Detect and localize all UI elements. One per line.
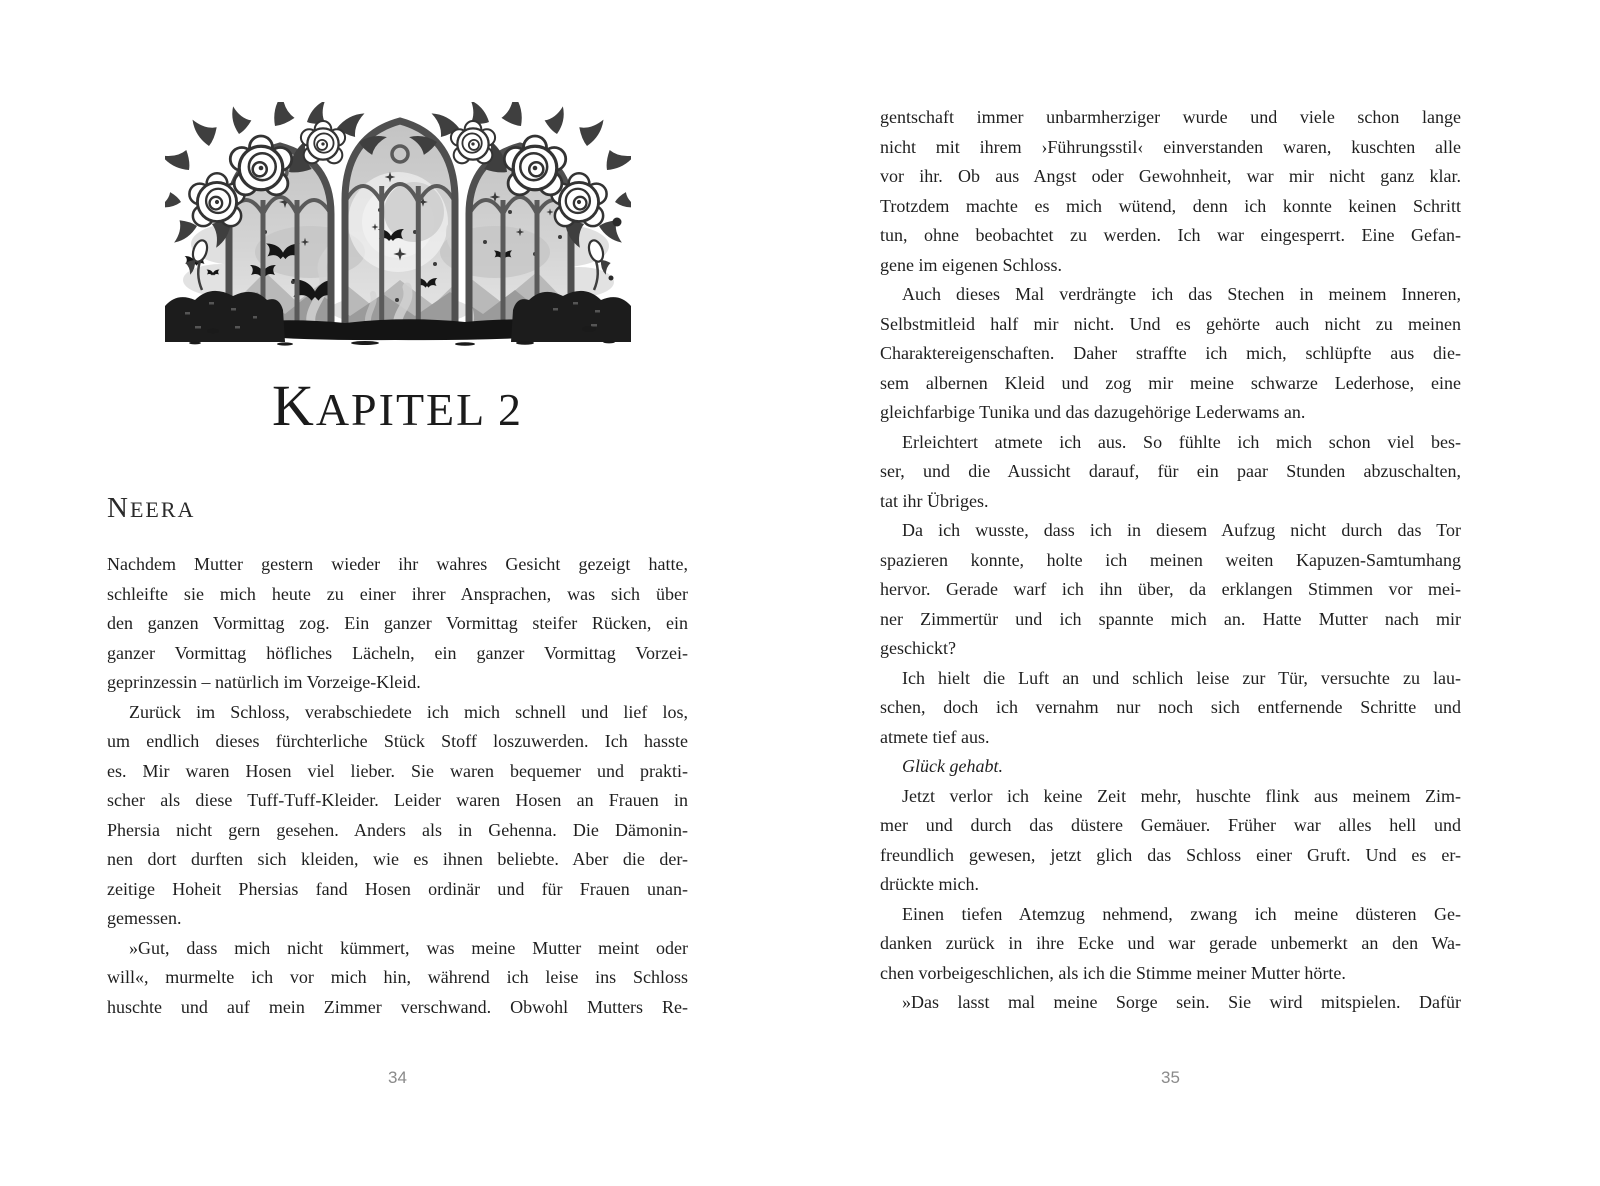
text-line: sem albernen Kleid und zog mir meine schwarze Lederhose, eine	[880, 372, 1461, 393]
text-line: Jetzt verlor ich keine Zeit mehr, huschte flink aus meinem Zim-	[902, 785, 1461, 806]
paragraph	[880, 752, 1461, 782]
right-page-body-text	[880, 103, 1461, 1018]
paragraph	[880, 900, 1461, 989]
text-line: gemessen.	[107, 908, 182, 928]
text-line: will«, murmelte ich vor mich hin, während ich leise ins Schloss	[107, 967, 688, 987]
ink-dot	[608, 276, 613, 281]
text-line: »Gut, dass mich nicht kümmert, was meine Mutter meint oder	[129, 937, 688, 958]
text-line: hervor. Gerade warf ich ihn über, da erklangen Stimmen vor mei-	[880, 579, 1461, 599]
text-line: Trotzdem machte es mich wütend, denn ich konnte keinen Schritt	[880, 195, 1461, 216]
text-line: geschickt?	[880, 638, 956, 658]
text-line: schen, doch ich vernahm nur noch sich entfernende Schritte und	[880, 697, 1461, 717]
paragraph	[880, 988, 1461, 1018]
ink-dot	[612, 218, 621, 227]
text-line: Einen tiefen Atemzug nehmend, zwang ich meine düsteren Ge-	[902, 903, 1461, 924]
text-line: mer und durch das düstere Gemäuer. Früher war alles hell und	[880, 815, 1461, 835]
text-line: gleichfarbige Tunika und das dazugehörige Lederwams an.	[880, 402, 1306, 422]
text-line: Ich hielt die Luft an und schlich leise zur Tür, versuchte zu lau-	[902, 667, 1461, 688]
chapter-heading: KAPITEL 2	[271, 373, 524, 438]
pov-name-heading: NEERA	[107, 492, 196, 524]
text-line: tat ihr Übriges.	[880, 490, 989, 511]
text-line: um endlich dieses fürchterliche Stück Stoff loszuwerden. Ich hasste	[107, 731, 688, 751]
text-line: zeitige Hoheit Phersias fand Hosen ordinär und für Frauen unan-	[107, 878, 688, 899]
text-line: ganzer Vormittag höfliches Lächeln, ein ganzer Vormittag Vorzei-	[107, 642, 688, 663]
text-line: Charaktereigenschaften. Daher straffte ich mich, schlüpfte aus die-	[880, 343, 1461, 363]
text-line: chen vorbeigeschlichen, als ich die Stimme meiner Mutter hörte.	[880, 962, 1346, 983]
text-line: danken zurück in ihre Ecke und war gerade unbemerkt an den Wa-	[880, 933, 1461, 953]
left-page-body-text	[107, 550, 688, 1022]
text-line: den ganzen Vormittag zog. Ein ganzer Vormittag steifer Rücken, ein	[107, 613, 688, 633]
text-line: atmete tief aus.	[880, 726, 990, 747]
paragraph	[880, 428, 1461, 517]
text-line: Glück gehabt.	[902, 756, 1003, 776]
text-line: nen dort durften sich kleiden, wie es ihnen beliebte. Aber die der-	[107, 849, 688, 869]
text-line: scher als diese Tuff-Tuff-Kleider. Leider waren Hosen an Frauen in	[107, 790, 688, 810]
left-page	[107, 0, 688, 1186]
text-line: freundlich gewesen, jetzt glich das Schloss einer Gruft. Und es er-	[880, 844, 1461, 865]
text-line: Zurück im Schloss, verabschiedete ich mich schnell und lief los,	[129, 701, 688, 722]
paragraph	[880, 664, 1461, 753]
chapter-illustration	[165, 102, 631, 346]
text-line: ner Zimmertür und ich spannte mich an. Hatte Mutter nach mir	[880, 608, 1461, 629]
paragraph	[880, 103, 1461, 280]
text-line: ser, und die Aussicht darauf, für ein paar Stunden abzuschalten,	[880, 461, 1461, 481]
paragraph	[107, 550, 688, 698]
text-line: Erleichtert atmete ich aus. So fühlte ich mich schon viel bes-	[902, 431, 1461, 452]
text-line: tun, ohne beobachtet zu werden. Ich war eingesperrt. Eine Gefan-	[880, 225, 1461, 245]
page-number-left: 34	[388, 1068, 407, 1087]
text-line: Selbstmitleid half mir nicht. Und es gehörte auch nicht zu meinen	[880, 313, 1461, 334]
text-line: nicht mit ihrem ›Führungsstil‹ einverstanden waren, kuschten alle	[880, 136, 1461, 157]
text-line: huschte und auf mein Zimmer verschwand. Obwohl Mutters Re-	[107, 996, 688, 1017]
text-line: gentschaft immer unbarmherziger wurde und viele schon lange	[880, 107, 1461, 127]
text-line: vor ihr. Ob aus Angst oder Gewohnheit, war mir nicht ganz klar.	[880, 166, 1461, 186]
page-number-right: 35	[1161, 1068, 1180, 1087]
text-line: Nachdem Mutter gestern wieder ihr wahres Gesicht gezeigt hatte,	[107, 554, 688, 574]
paragraph	[880, 782, 1461, 900]
paragraph	[107, 934, 688, 1023]
text-line: geprinzessin – natürlich im Vorzeige-Kleid.	[107, 672, 421, 692]
paragraph	[880, 280, 1461, 428]
text-line: spazieren konnte, holte ich meinen weiten Kapuzen-Samtumhang	[880, 549, 1461, 570]
text-line: es. Mir waren Hosen viel lieber. Sie waren bequemer und prakti-	[107, 760, 688, 781]
text-line: drückte mich.	[880, 874, 979, 894]
text-line: Phersia nicht gern gesehen. Anders als in Gehenna. Die Dämonin-	[107, 819, 688, 840]
text-line: Da ich wusste, dass ich in diesem Aufzug nicht durch das Tor	[902, 520, 1461, 540]
text-line: Auch dieses Mal verdrängte ich das Stechen in meinem Inneren,	[902, 284, 1461, 304]
text-line: schleifte sie mich heute zu einer ihrer Ansprachen, was sich über	[107, 583, 688, 604]
paragraph	[107, 698, 688, 934]
paragraph	[880, 516, 1461, 664]
chapter-illustration-svg	[165, 102, 631, 346]
text-line: »Das lasst mal meine Sorge sein. Sie wird mitspielen. Dafür	[902, 992, 1461, 1012]
right-page	[880, 0, 1461, 1186]
text-line: gene im eigenen Schloss.	[880, 254, 1062, 275]
